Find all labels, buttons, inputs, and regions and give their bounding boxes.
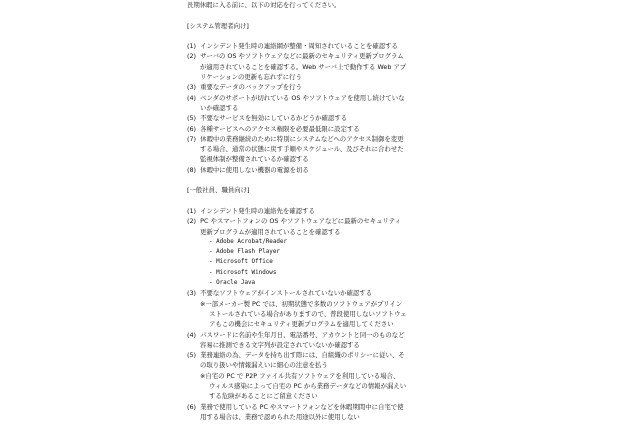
staff-item-3	[187, 288, 457, 329]
admin-item-line: (2) サーバの OS やソフトウェアなどに最新のセキュリティ更新プログラム	[187, 52, 404, 61]
software-item: - Adobe Flash Player	[209, 249, 280, 256]
document-body	[187, 0, 457, 422]
admin-item-line: (1) インシデント発生時の連絡網が整備・周知されていることを確認する	[187, 42, 398, 51]
admin-item-line: リケーションの更新も忘れずに行う	[200, 73, 302, 82]
software-list	[187, 237, 457, 288]
admin-item-line: (4) ベンダのサポートが切れている OS やソフトウェアを使用し続けていな	[187, 93, 405, 102]
staff-note-line: ストールされている場合がありますので、普段使用しないソフトウェ	[209, 309, 407, 318]
staff-item-line: 用する場合は、業務で認められた用途以外に使用しない	[200, 412, 360, 421]
staff-item-line: (5) 業務連絡の為、データを持ち出す際には、自組織のポリシーに従い、そ	[187, 351, 405, 360]
staff-item-line: 更新プログラムが適用されていることを確認する	[200, 227, 341, 236]
staff-item-line: (3) 不要なソフトウェアがインストールされていないか確認する	[187, 289, 373, 298]
spacer	[187, 31, 457, 41]
staff-item-6	[187, 402, 457, 423]
staff-heading: [一般社員、職員向け]	[187, 186, 250, 195]
admin-item-line: (5) 不要なサービスを無効にしているかどうか確認する	[187, 114, 348, 123]
intro-text: 長期休暇に入る前に、以下の対応を行ってください。	[187, 1, 341, 9]
staff-note-line: する危険があることにご留意ください	[209, 392, 318, 401]
admin-item-7	[187, 134, 457, 165]
spacer	[187, 196, 457, 206]
staff-item-line: (6) 業務で使用している PC やスマートフォンなどを休暇期間中に自宅で使	[187, 402, 404, 411]
staff-item-line: (2) PC やスマートフォンの OS やソフトウェアなどに最新のセキュリティ	[187, 217, 402, 226]
admin-item-line: (7) 休暇中の業務継続のために特別にシステムなどへのアクセス制御を変更	[187, 134, 404, 143]
admin-item-1	[187, 41, 457, 51]
spacer	[187, 10, 457, 20]
admin-item-line: (3) 重要なデータのバックアップを行う	[187, 83, 302, 92]
spacer	[187, 175, 457, 185]
staff-item-2	[187, 216, 457, 237]
staff-note-line: アもこの機会にセキュリティ更新プログラムを適用してください	[209, 320, 394, 329]
staff-item-line: (4) パスワードに名前や生年月日、電話番号、アカウントと同一のものなど	[187, 330, 405, 339]
admin-item-line: いか確認する	[200, 103, 239, 112]
staff-list	[187, 206, 457, 422]
admin-item-4	[187, 93, 457, 114]
admin-heading: [システム管理者向け]	[187, 21, 249, 30]
admin-item-3	[187, 82, 457, 92]
admin-list	[187, 41, 457, 175]
staff-item-line: 容易に推測できる文字列が設定されていないか確認する	[200, 340, 360, 349]
staff-note-line: ※一部メーカー製 PC では、初期状態で多数のソフトウェアがプリイン	[200, 299, 403, 308]
admin-item-line: 監視体制が整備されているか確認する	[200, 155, 309, 164]
staff-item-4	[187, 330, 457, 351]
software-item: - Oracle Java	[209, 280, 256, 287]
admin-item-5	[187, 113, 457, 123]
admin-item-line: が適用されていることを確認する。Web サーバ上で動作する Web アプ	[200, 62, 407, 71]
software-item: - Microsoft Office	[209, 259, 273, 266]
staff-item-5	[187, 350, 457, 401]
admin-item-line: (6) 各種サービスへのアクセス権限を必要最低限に設定する	[187, 124, 360, 133]
staff-note-line: ウィルス感染によって自宅の PC から業務データなどの情報が漏えい	[209, 381, 407, 390]
admin-item-line: する場合、通常の状態に戻す手順やスケジュール、及びそれに合わせた	[200, 145, 404, 154]
software-item: - Adobe Acrobat/Reader	[209, 238, 288, 245]
admin-item-line: (8) 休暇中に使用しない機器の電源を切る	[187, 165, 309, 174]
staff-item-1: (1) インシデント発生時の連絡先を確認する	[187, 206, 315, 215]
staff-item-line: の取り扱いや情報漏えいに細心の注意を払う	[200, 361, 328, 370]
admin-item-6	[187, 124, 457, 134]
software-item: - Microsoft Windows	[209, 269, 277, 276]
staff-note-line: ※自宅の PC で P2P ファイル共有ソフトウェアを利用している場合、	[200, 371, 400, 380]
admin-item-8	[187, 165, 457, 175]
admin-item-2	[187, 51, 457, 82]
